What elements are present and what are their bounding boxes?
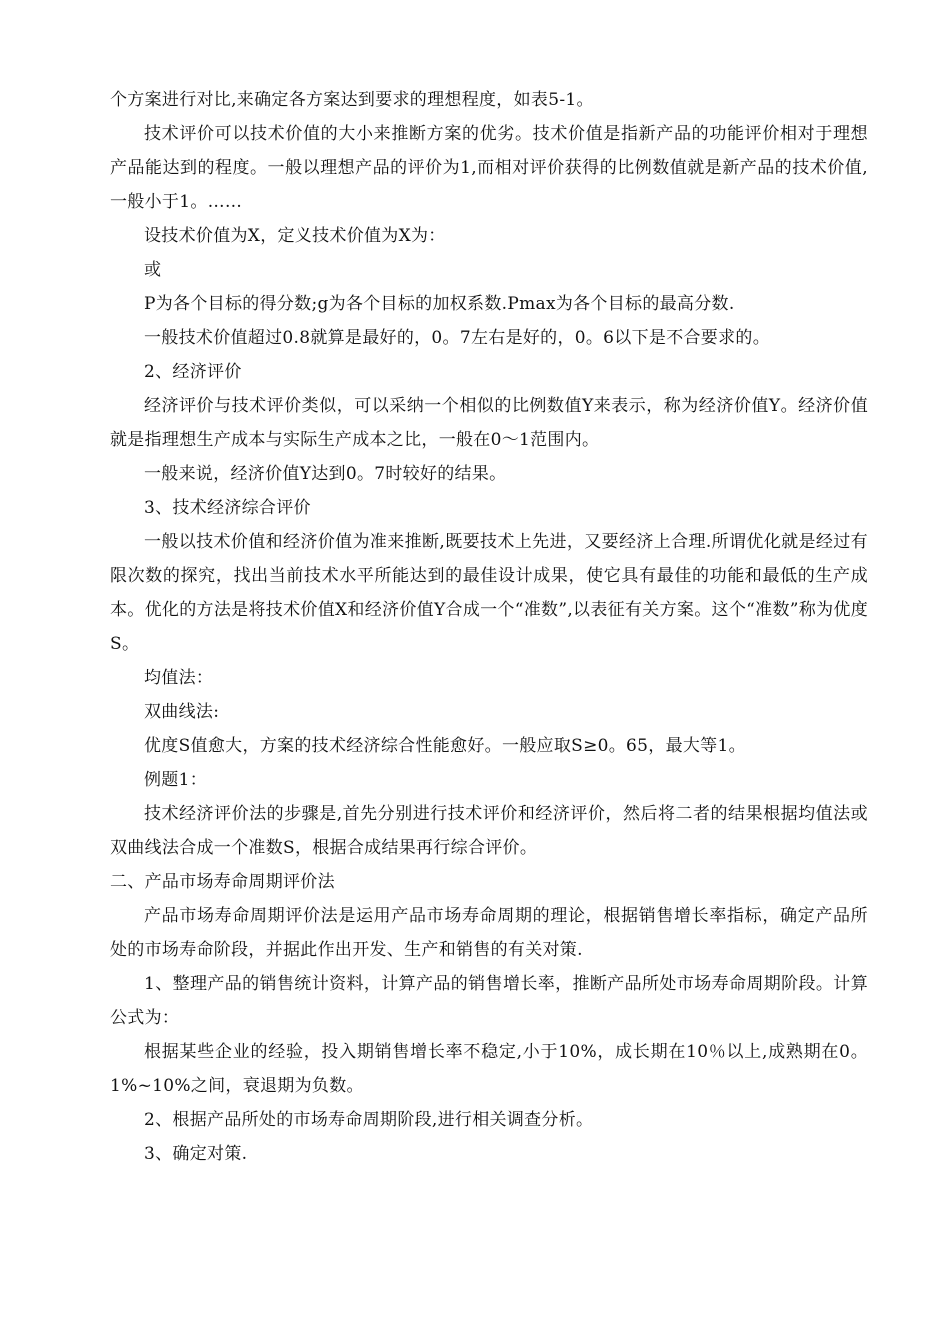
paragraph-step-2: 2、根据产品所处的市场寿命周期阶段,进行相关调查分析。 bbox=[144, 1110, 594, 1130]
paragraph-technical-value-definition: 设技术价值为X，定义技术价值为X为： bbox=[144, 226, 446, 246]
document-body bbox=[110, 83, 868, 1171]
paragraph-optimality: 优度S值愈大，方案的技术经济综合性能愈好。一般应取S≥0。65，最大等1。 bbox=[144, 736, 746, 756]
paragraph-growth-rates: 根据某些企业的经验，投入期销售增长率不稳定,小于10%，成长期在10％以上,成熟期在0。1%~10%之间，衰退期为负数。 bbox=[110, 1042, 868, 1096]
paragraph-lifecycle-method: 产品市场寿命周期评价法是运用产品市场寿命周期的理论，根据销售增长率指标，确定产品所处的市场寿命阶段，并据此作出开发、生产和销售的有关对策. bbox=[110, 906, 868, 960]
paragraph-evaluation-steps: 技术经济评价法的步骤是,首先分别进行技术评价和经济评价，然后将二者的结果根据均值法或双曲线法合成一个准数S，根据合成结果再行综合评价。 bbox=[110, 804, 868, 858]
paragraph-or: 或 bbox=[144, 260, 162, 280]
paragraph-combined-evaluation: 一般以技术价值和经济价值为准来推断,既要技术上先进，又要经济上合理.所谓优化就是经过有限次数的探究，找出当前技术水平所能达到的最佳设计成果，使它具有最佳的功能和最低的生产成本。优化的方法是将技术价值X和经济价值Y合成一个“准数”,以表征有关方案。这个“准数”称为优度S。 bbox=[110, 532, 868, 654]
paragraph-technical-value-thresholds: 一般技术价值超过0.8就算是最好的，0。7左右是好的，0。6以下是不合要求的。 bbox=[144, 328, 770, 348]
paragraph-example: 例题1： bbox=[144, 770, 208, 790]
paragraph-continuation: 个方案进行对比,来确定各方案达到要求的理想程度，如表5-1。 bbox=[110, 90, 594, 110]
heading-economic-evaluation: 2、经济评价 bbox=[144, 362, 242, 382]
paragraph-technical-evaluation: 技术评价可以技术价值的大小来推断方案的优劣。技术价值是指新产品的功能评价相对于理想产品能达到的程度。一般以理想产品的评价为1,而相对评价获得的比例数值就是新产品的技术价值,一般小于1。…… bbox=[110, 124, 868, 212]
paragraph-step-1: 1、整理产品的销售统计资料，计算产品的销售增长率，推断产品所处市场寿命周期阶段。计算公式为： bbox=[110, 974, 868, 1028]
paragraph-economic-evaluation: 经济评价与技术评价类似，可以采纳一个相似的比例数值Y来表示，称为经济价值Y。经济价值就是指理想生产成本与实际生产成本之比，一般在0～1范围内。 bbox=[110, 396, 868, 450]
paragraph-mean-method: 均值法： bbox=[144, 668, 214, 688]
paragraph-variable-definitions: P为各个目标的得分数;g为各个目标的加权系数.Pmax为各个目标的最高分数. bbox=[144, 294, 735, 314]
heading-combined-evaluation: 3、技术经济综合评价 bbox=[144, 498, 311, 518]
paragraph-economic-value-threshold: 一般来说，经济价值Y达到0。7时较好的结果。 bbox=[144, 464, 507, 484]
paragraph-step-3: 3、确定对策. bbox=[144, 1144, 248, 1164]
heading-product-lifecycle: 二、产品市场寿命周期评价法 bbox=[110, 872, 335, 892]
paragraph-hyperbola-method: 双曲线法: bbox=[144, 702, 220, 722]
